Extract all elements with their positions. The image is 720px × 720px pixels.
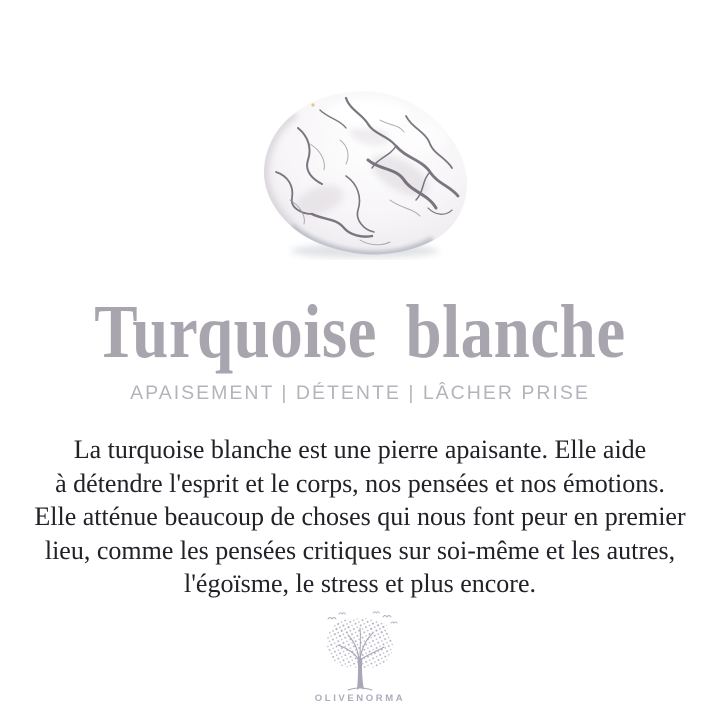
description-line: La turquoise blanche est une pierre apaisante. Elle aide bbox=[73, 435, 647, 464]
description-line: Elle atténue beaucoup de choses qui nous font peur en premier bbox=[34, 502, 686, 531]
tree-of-life-icon bbox=[318, 610, 402, 692]
description-line: l'égoïsme, le stress et plus encore. bbox=[184, 569, 536, 598]
brand-logo bbox=[0, 610, 720, 704]
keywords-subtitle: APAISEMENT | DÉTENTE | LÂCHER PRISE bbox=[130, 382, 590, 404]
description-line: lieu, comme les pensées critiques sur soi-même et les autres, bbox=[44, 535, 676, 565]
description-line: à détendre l'esprit et le corps, nos pensées et nos émotions. bbox=[55, 468, 665, 498]
description-paragraph bbox=[0, 433, 720, 601]
brand-wordmark: OLIVENORMA bbox=[314, 693, 406, 704]
page-title: Turquoise blanche bbox=[94, 289, 626, 375]
white-turquoise-stone-photo bbox=[250, 80, 480, 260]
howlite-stone-illustration bbox=[250, 80, 480, 260]
